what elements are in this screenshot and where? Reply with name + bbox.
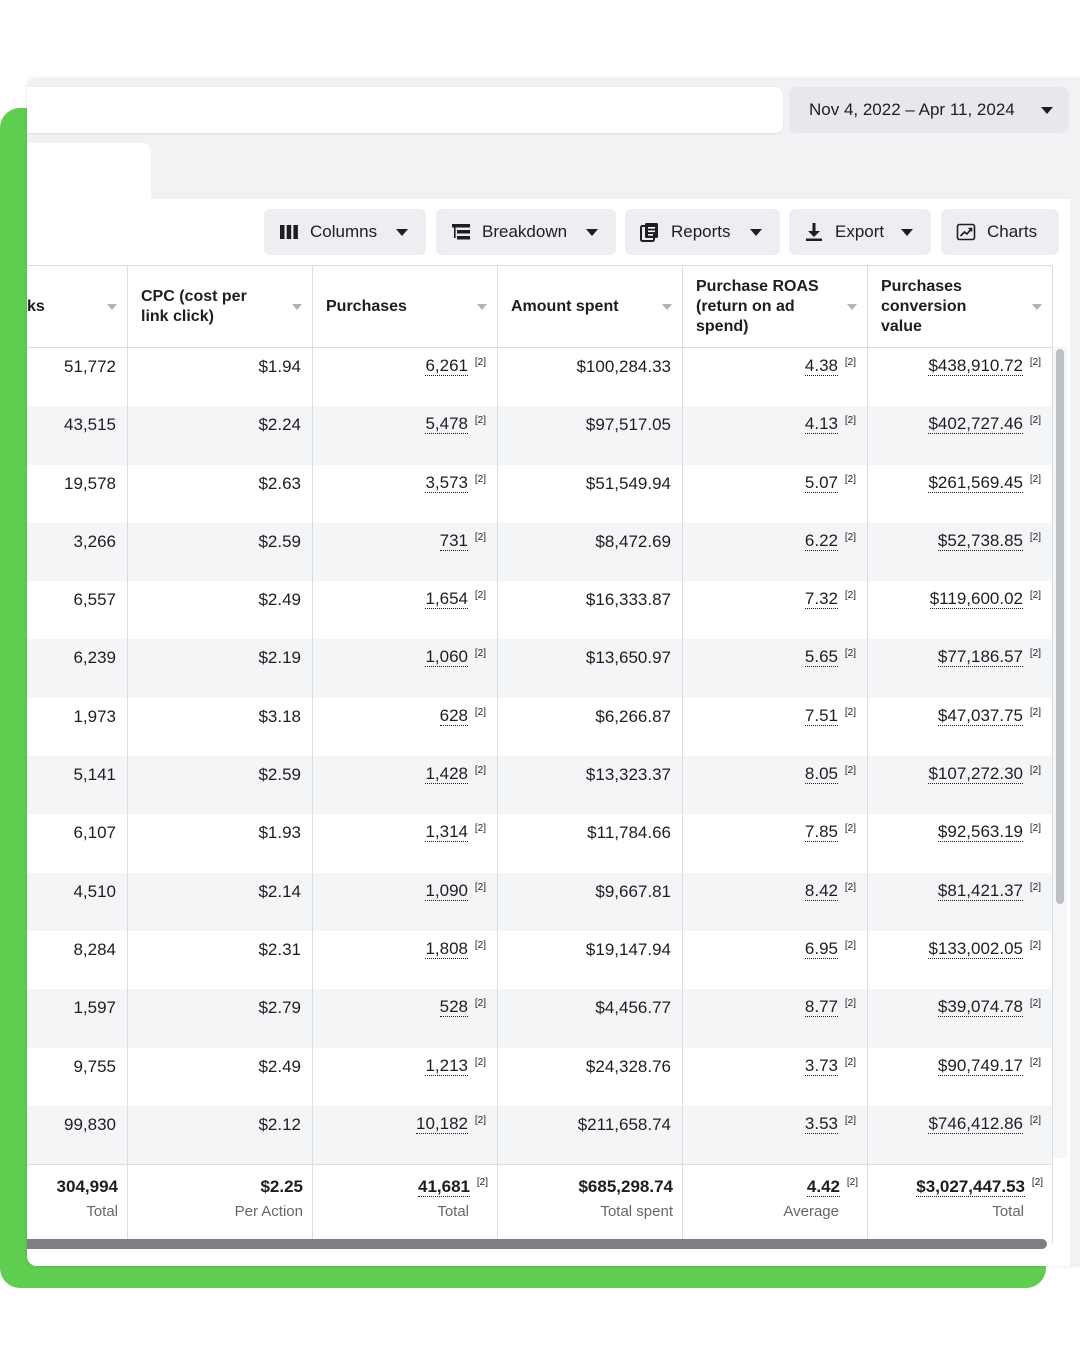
table-total-row: [27, 1164, 1053, 1244]
table-row: [27, 756, 1053, 814]
table-row: [27, 1106, 1053, 1164]
footnote-marker: [2]: [844, 1056, 856, 1068]
footnote-marker: [2]: [844, 765, 856, 777]
total-value[interactable]: 41,681: [418, 1177, 470, 1197]
footnote-marker: [2]: [1029, 1114, 1041, 1126]
footnote-marker: [2]: [1029, 648, 1041, 660]
sort-caret-icon[interactable]: [847, 304, 857, 310]
cell-purchase-roas: [683, 931, 868, 989]
cell-amount-spent: [498, 639, 683, 697]
cell-cpc: [128, 1048, 313, 1106]
footnote-marker: [2]: [844, 998, 856, 1010]
cell-value[interactable]: $81,421.37: [937, 880, 1023, 900]
cell-conversion-value: [868, 639, 1053, 697]
cell-purchases: [313, 931, 498, 989]
sort-caret-icon[interactable]: [662, 304, 672, 310]
cell-value[interactable]: 1,090: [425, 880, 468, 900]
cell-conversion-value: [868, 348, 1053, 406]
reports-label: Reports: [671, 222, 731, 241]
cell-value: $13,323.37: [585, 765, 671, 785]
table-row: [27, 581, 1053, 639]
footnote-marker: [2]: [474, 881, 486, 893]
cell-purchases: [313, 814, 498, 872]
footnote-marker: [2]: [474, 1114, 486, 1126]
cell-conversion-value: [868, 698, 1053, 756]
cell-amount-spent: [498, 406, 683, 464]
footnote-marker: [2]: [1029, 765, 1041, 777]
cell-value[interactable]: 6.95: [804, 938, 838, 958]
footnote-marker: [2]: [474, 473, 486, 485]
cell-purchases: [313, 465, 498, 523]
cell-value[interactable]: 528: [439, 997, 468, 1017]
total-value[interactable]: $3,027,447.53: [916, 1177, 1025, 1197]
cell-purchase-roas: [683, 1106, 868, 1164]
reports-button[interactable]: [625, 209, 780, 255]
cell-purchase-roas: [683, 639, 868, 697]
cell-cpc: [128, 931, 313, 989]
cell-cpc: [128, 814, 313, 872]
cell-value[interactable]: 628: [439, 705, 468, 725]
total-purchases: [313, 1165, 498, 1244]
footnote-marker: [2]: [844, 648, 856, 660]
cell-purchase-roas: [683, 814, 868, 872]
cell-value[interactable]: $47,037.75: [937, 705, 1023, 725]
cell-value[interactable]: 10,182: [416, 1113, 468, 1133]
cell-value[interactable]: 5,478: [425, 414, 468, 434]
cell-clicks: [27, 1106, 128, 1164]
cell-value: 1,973: [73, 706, 116, 726]
cell-purchase-roas: [683, 348, 868, 406]
cell-conversion-value: [868, 756, 1053, 814]
cell-purchase-roas: [683, 1048, 868, 1106]
cell-conversion-value: [868, 1106, 1053, 1164]
footnote-marker: [2]: [1029, 531, 1041, 543]
cell-value: $2.14: [258, 881, 301, 901]
cell-value[interactable]: 731: [439, 530, 468, 550]
footnote-marker: [2]: [1031, 1177, 1043, 1189]
total-sublabel: Total spent: [600, 1203, 673, 1221]
cell-value: $2.49: [258, 1056, 301, 1076]
footnote-marker: [2]: [844, 357, 856, 368]
chevron-down-icon: [396, 229, 408, 236]
cell-clicks: [27, 1048, 128, 1106]
footnote-marker: [2]: [474, 1056, 486, 1068]
cell-value[interactable]: 7.32: [804, 589, 838, 609]
export-button[interactable]: [789, 209, 931, 255]
cell-value[interactable]: $119,600.02: [929, 589, 1023, 609]
cell-value[interactable]: 3.53: [804, 1113, 838, 1133]
cell-purchase-roas: [683, 465, 868, 523]
cell-value[interactable]: 1,808: [425, 938, 468, 958]
cell-value: $1.94: [258, 357, 301, 376]
cell-clicks: [27, 814, 128, 872]
total-sublabel: Total: [992, 1203, 1024, 1221]
footnote-marker: [2]: [474, 998, 486, 1010]
total-cpc: [128, 1165, 313, 1244]
footnote-marker: [2]: [474, 939, 486, 951]
column-header-label: Amount spent: [511, 297, 619, 315]
cell-amount-spent: [498, 873, 683, 931]
total-value[interactable]: 4.42: [806, 1177, 840, 1197]
cell-amount-spent: [498, 1048, 683, 1106]
table-body: [27, 348, 1053, 1164]
table-row: [27, 698, 1053, 756]
date-range-picker[interactable]: [789, 87, 1069, 133]
footnote-marker: [2]: [1029, 590, 1041, 602]
cell-value: $13,650.97: [585, 648, 671, 668]
charts-label: Charts: [987, 222, 1038, 241]
cell-value: $51,549.94: [585, 473, 671, 493]
cell-cpc: [128, 406, 313, 464]
cell-value[interactable]: 5.65: [804, 647, 838, 667]
footnote-marker: [2]: [1029, 415, 1041, 427]
cell-value: 19,578: [64, 473, 116, 493]
cell-value[interactable]: 7.85: [804, 822, 838, 842]
cell-conversion-value: [868, 814, 1053, 872]
cell-value[interactable]: 8.05: [804, 764, 838, 784]
footnote-marker: [2]: [844, 415, 856, 427]
cell-amount-spent: [498, 931, 683, 989]
cell-value: 8,284: [73, 939, 116, 959]
cell-purchase-roas: [683, 989, 868, 1047]
cell-cpc: [128, 639, 313, 697]
cell-value: $19,147.94: [585, 939, 671, 959]
cell-value: 51,772: [64, 357, 116, 376]
columns-icon: [279, 222, 299, 242]
footnote-marker: [2]: [844, 706, 856, 718]
date-range-label: Nov 4, 2022 – Apr 11, 2024: [809, 100, 1015, 119]
cell-cpc: [128, 698, 313, 756]
cell-clicks: [27, 756, 128, 814]
footnote-marker: [2]: [844, 939, 856, 951]
data-table: [27, 265, 1053, 1244]
cell-value[interactable]: $39,074.78: [937, 997, 1023, 1017]
column-header-purchases[interactable]: [313, 266, 498, 347]
footnote-marker: [2]: [474, 357, 486, 368]
cell-conversion-value: [868, 931, 1053, 989]
cell-cpc: [128, 465, 313, 523]
cell-purchases: [313, 1106, 498, 1164]
cell-clicks: [27, 931, 128, 989]
cell-conversion-value: [868, 873, 1053, 931]
table-header-row: [27, 266, 1053, 348]
cell-clicks: [27, 698, 128, 756]
sort-caret-icon[interactable]: [477, 304, 487, 310]
table-row: [27, 348, 1053, 406]
footnote-marker: [2]: [844, 823, 856, 835]
cell-conversion-value: [868, 523, 1053, 581]
cell-value[interactable]: 1,428: [425, 764, 468, 784]
column-header-label: CPC (cost per link click): [141, 287, 247, 325]
cell-value[interactable]: $133,002.05: [928, 938, 1023, 958]
cell-clicks: [27, 873, 128, 931]
footnote-marker: [2]: [476, 1177, 488, 1189]
total-sublabel: Average: [783, 1203, 839, 1221]
cell-value: $97,517.05: [585, 415, 671, 435]
cell-amount-spent: [498, 348, 683, 406]
table-row: [27, 989, 1053, 1047]
column-header-label: Purchases: [326, 297, 407, 315]
footnote-marker: [2]: [1029, 881, 1041, 893]
column-header-label: Purchases conversion value: [881, 277, 967, 335]
cell-value[interactable]: 6.22: [804, 530, 838, 550]
cell-value: $6,266.87: [595, 706, 671, 726]
sort-caret-icon[interactable]: [292, 304, 302, 310]
tab-active[interactable]: [27, 143, 151, 199]
column-header-cpc[interactable]: [128, 266, 313, 347]
cell-value[interactable]: 8.42: [804, 880, 838, 900]
cell-value: 5,141: [73, 765, 116, 785]
ads-manager-panel: [27, 78, 1080, 1266]
total-conversion-value: [868, 1165, 1053, 1244]
column-header-purchase-roas[interactable]: [683, 266, 868, 347]
footnote-marker: [2]: [844, 473, 856, 485]
vertical-scrollbar-thumb[interactable]: [1056, 349, 1064, 904]
cell-purchase-roas: [683, 406, 868, 464]
cell-value: $24,328.76: [585, 1056, 671, 1076]
footnote-marker: [2]: [844, 1114, 856, 1126]
footnote-marker: [2]: [474, 648, 486, 660]
cell-value: 9,755: [73, 1056, 116, 1076]
horizontal-scrollbar[interactable]: [27, 1239, 1047, 1249]
cell-purchases: [313, 756, 498, 814]
cell-clicks: [27, 465, 128, 523]
cell-amount-spent: [498, 989, 683, 1047]
cell-value: 6,107: [73, 823, 116, 843]
table-row: [27, 465, 1053, 523]
column-header-amount-spent[interactable]: [498, 266, 683, 347]
cell-amount-spent: [498, 581, 683, 639]
table-row: [27, 406, 1053, 464]
total-clicks: [27, 1165, 128, 1244]
footnote-marker: [2]: [474, 531, 486, 543]
cell-purchase-roas: [683, 523, 868, 581]
cell-conversion-value: [868, 989, 1053, 1047]
footnote-marker: [2]: [1029, 357, 1041, 368]
cell-conversion-value: [868, 1048, 1053, 1106]
cell-clicks: [27, 523, 128, 581]
total-sublabel: Per Action: [234, 1203, 303, 1221]
cell-value: $100,284.33: [576, 357, 671, 376]
cell-value[interactable]: $107,272.30: [928, 764, 1023, 784]
total-sublabel: Total: [86, 1203, 118, 1221]
reports-icon: [640, 222, 660, 242]
cell-purchase-roas: [683, 698, 868, 756]
table-row: [27, 639, 1053, 697]
cell-purchases: [313, 1048, 498, 1106]
footnote-marker: [2]: [474, 590, 486, 602]
breakdown-icon: [451, 222, 471, 242]
cell-value: $2.79: [258, 998, 301, 1018]
footnote-marker: [2]: [1029, 1056, 1041, 1068]
cell-clicks: [27, 348, 128, 406]
cell-conversion-value: [868, 581, 1053, 639]
cell-value: $2.59: [258, 531, 301, 551]
chevron-down-icon: [750, 229, 762, 236]
footnote-marker: [2]: [1029, 706, 1041, 718]
download-icon: [804, 222, 824, 242]
cell-conversion-value: [868, 406, 1053, 464]
cell-purchases: [313, 348, 498, 406]
table-row: [27, 1048, 1053, 1106]
cell-amount-spent: [498, 1106, 683, 1164]
cell-value[interactable]: $402,727.46: [928, 414, 1023, 434]
cell-value: $2.59: [258, 765, 301, 785]
column-header-conversion-value[interactable]: [868, 266, 1053, 347]
cell-value: $16,333.87: [585, 590, 671, 610]
table-row: [27, 931, 1053, 989]
cell-value: $1.93: [258, 823, 301, 843]
cell-value[interactable]: $746,412.86: [928, 1113, 1023, 1133]
breakdown-button[interactable]: [436, 209, 616, 255]
cell-purchases: [313, 406, 498, 464]
cell-cpc: [128, 873, 313, 931]
cell-cpc: [128, 756, 313, 814]
table-content: [27, 199, 1070, 1266]
table-row: [27, 873, 1053, 931]
column-header-label: Purchase ROAS (return on ad spend): [696, 277, 819, 335]
cell-value[interactable]: $438,910.72: [928, 356, 1023, 375]
footnote-marker: [2]: [844, 881, 856, 893]
cell-value: $211,658.74: [577, 1114, 671, 1134]
footnote-marker: [2]: [1029, 473, 1041, 485]
cell-value: 6,557: [73, 590, 116, 610]
cell-value[interactable]: 4.38: [804, 356, 838, 375]
cell-purchases: [313, 639, 498, 697]
chart-icon: [956, 222, 976, 242]
cell-purchases: [313, 698, 498, 756]
cell-value[interactable]: 4.13: [804, 414, 838, 434]
cell-purchases: [313, 873, 498, 931]
cell-value[interactable]: $92,563.19: [937, 822, 1023, 842]
cell-value[interactable]: $90,749.17: [937, 1055, 1023, 1075]
cell-value[interactable]: 1,314: [425, 822, 468, 842]
total-value: 304,994: [56, 1177, 118, 1197]
cell-clicks: [27, 989, 128, 1047]
cell-clicks: [27, 406, 128, 464]
cell-value: 1,597: [73, 998, 116, 1018]
total-value: $685,298.74: [578, 1177, 673, 1197]
cell-value: $2.31: [258, 939, 301, 959]
breakdown-label: Breakdown: [482, 222, 568, 241]
cell-value: 43,515: [64, 415, 116, 435]
chevron-down-icon: [586, 229, 598, 236]
cell-value: 6,239: [73, 648, 116, 668]
total-purchase-roas: [683, 1165, 868, 1244]
cell-purchases: [313, 989, 498, 1047]
footnote-marker: [2]: [1029, 998, 1041, 1010]
column-header-label: ks: [27, 297, 45, 315]
cell-value[interactable]: 1,213: [425, 1055, 468, 1075]
footnote-marker: [2]: [474, 823, 486, 835]
total-value: $2.25: [260, 1177, 303, 1197]
footnote-marker: [2]: [844, 590, 856, 602]
cell-amount-spent: [498, 698, 683, 756]
cell-value[interactable]: 3.73: [804, 1055, 838, 1075]
footnote-marker: [2]: [474, 706, 486, 718]
column-header-clicks[interactable]: [27, 266, 128, 347]
columns-button[interactable]: [264, 209, 426, 255]
chevron-down-icon: [901, 229, 913, 236]
cell-amount-spent: [498, 814, 683, 872]
sort-caret-icon[interactable]: [1032, 304, 1042, 310]
cell-purchase-roas: [683, 873, 868, 931]
cell-value[interactable]: 6,261: [425, 356, 468, 375]
cell-purchases: [313, 581, 498, 639]
cell-purchases: [313, 523, 498, 581]
footnote-marker: [2]: [846, 1177, 858, 1189]
cell-amount-spent: [498, 523, 683, 581]
cell-value: $2.24: [258, 415, 301, 435]
cell-value[interactable]: $52,738.85: [937, 530, 1023, 550]
cell-value[interactable]: $261,569.45: [928, 472, 1023, 492]
cell-value: $2.49: [258, 590, 301, 610]
cell-amount-spent: [498, 756, 683, 814]
footnote-marker: [2]: [1029, 823, 1041, 835]
cell-value: $9,667.81: [595, 881, 671, 901]
cell-value: 4,510: [73, 881, 116, 901]
cell-value: $2.63: [258, 473, 301, 493]
cell-value: $11,784.66: [587, 823, 671, 843]
search-filter-bar[interactable]: [27, 87, 783, 133]
cell-cpc: [128, 1106, 313, 1164]
cell-value: $2.12: [258, 1114, 301, 1134]
cell-clicks: [27, 581, 128, 639]
cell-value: $4,456.77: [595, 998, 671, 1018]
cell-value[interactable]: 1,060: [425, 647, 468, 667]
cell-cpc: [128, 581, 313, 639]
cell-purchase-roas: [683, 581, 868, 639]
cell-clicks: [27, 639, 128, 697]
cell-value: 99,830: [64, 1114, 116, 1134]
footnote-marker: [2]: [474, 415, 486, 427]
footnote-marker: [2]: [474, 765, 486, 777]
columns-label: Columns: [310, 222, 378, 241]
cell-cpc: [128, 348, 313, 406]
table-row: [27, 523, 1053, 581]
cell-value[interactable]: 1,654: [425, 589, 468, 609]
cell-value[interactable]: 8.77: [804, 997, 838, 1017]
cell-purchase-roas: [683, 756, 868, 814]
cell-value: $3.18: [258, 706, 301, 726]
cell-value[interactable]: 5.07: [804, 472, 838, 492]
cell-value[interactable]: 7.51: [804, 705, 838, 725]
cell-cpc: [128, 989, 313, 1047]
footnote-marker: [2]: [1029, 939, 1041, 951]
cell-value: $8,472.69: [595, 531, 671, 551]
table-row: [27, 814, 1053, 872]
cell-cpc: [128, 523, 313, 581]
chevron-down-icon: [1041, 107, 1053, 114]
cell-value[interactable]: $77,186.57: [937, 647, 1023, 667]
sort-caret-icon[interactable]: [107, 304, 117, 310]
cell-amount-spent: [498, 465, 683, 523]
cell-conversion-value: [868, 465, 1053, 523]
cell-value[interactable]: 3,573: [425, 472, 468, 492]
export-label: Export: [835, 222, 885, 241]
total-amount-spent: [498, 1165, 683, 1244]
footnote-marker: [2]: [844, 531, 856, 543]
cell-value: $2.19: [258, 648, 301, 668]
charts-button[interactable]: [941, 209, 1059, 255]
total-sublabel: Total: [437, 1203, 469, 1221]
cell-value: 3,266: [73, 531, 116, 551]
